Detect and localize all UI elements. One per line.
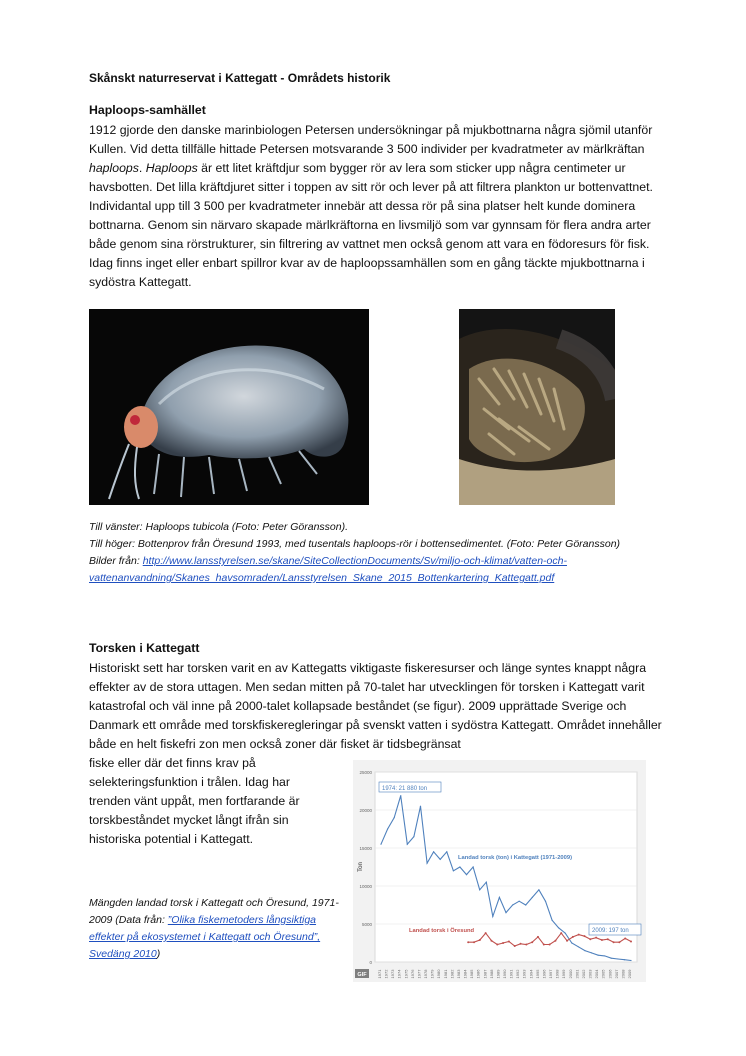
data-point [380,844,381,845]
x-tick-label: 2001 [574,969,580,979]
data-point [479,889,480,890]
data-point [601,939,603,941]
y-tick-label: 25000 [359,770,372,775]
haploops-photo [89,309,369,505]
y-tick-label: 5000 [361,922,372,927]
caption-line-left: Till vänster: Haploops tubicola (Foto: Peter Göransson). [89,521,349,533]
data-point [496,944,498,946]
data-point [520,943,522,945]
x-tick-label: 2002 [580,969,586,979]
data-point [466,874,467,875]
y-tick-label: 15000 [359,846,372,851]
data-point [531,941,533,943]
species-name: Haploops [145,161,198,175]
data-point [486,882,487,883]
data-point [499,897,500,898]
x-tick-label: 1983 [455,969,461,979]
x-tick-label: 1992 [515,969,521,979]
y-axis-label: Ton [358,862,364,872]
para-text: 1912 gjorde den danske marinbiologen Petersen undersökningar på mjukbottnarna några sjömil utanför Kullen. Vid detta tillfälle hittade Petersen motsvarande 3 500 individer per kvadratmeter av märlkräftan [89,123,653,156]
data-point [473,941,475,943]
x-tick-label: 1973 [390,969,396,979]
x-tick-label: 1984 [462,969,468,979]
data-point [571,942,572,943]
data-point [560,932,562,934]
x-tick-label: 1979 [429,969,435,979]
x-tick-label: 2007 [613,969,619,979]
data-point [591,952,592,953]
data-point [578,934,580,936]
data-point [525,944,527,946]
data-point [426,863,427,864]
data-point [459,866,460,867]
data-point [433,851,434,852]
data-point [479,939,481,941]
x-tick-label: 1971 [377,969,382,979]
data-point [453,870,454,871]
page-title: Skånskt naturreservat i Kattegatt - Områdets historik [89,71,391,85]
torsken-paragraph-continued: fiske eller där det finns krav på selekteringsfunktion i trålen. Idag har trenden vänt uppåt, men fortfarande är torskbeståndet mycket långt ifrån sin historiska potential i Kattegatt. [89,756,300,846]
x-tick-label: 1981 [442,969,448,979]
x-tick-label: 1980 [436,969,442,979]
annotation-2009: 2009: 197 ton [592,928,629,934]
data-point [525,904,526,905]
data-point [604,955,605,956]
x-tick-label: 1975 [403,969,409,979]
data-point [618,941,620,943]
data-point [624,937,626,939]
data-point [387,828,388,829]
series-label-oresund: Landad torsk i Öresund [409,928,475,934]
x-tick-label: 1982 [449,969,455,979]
x-tick-label: 1995 [534,969,540,979]
data-point [565,933,566,934]
para-text: är ett litet kräftdjur som bygger rör av lera som sticker upp några centimeter ur havsbotten. Det lilla kräftdjuret sitter i toppen av sitt rör och lever på att filtrera plankton ur bottenvattnet. Individantal upp till 3 500 per kvadratmeter innebär att dessa rör på sina platser helt kunde dominera bottnarna. Genom sin närvaro skapade märlkräftorna en livsmiljö som var gynnsam för flera andra arter både genom sina rörstrukturer, sin filtrering av vattnet men också genom att vara en födoresurs för fisk. Idag finns inget eller enbart spillror kvar av de haploopssamhällen som en gång täckte mjukbottnarna i sydöstra Kattegatt. [89,161,653,289]
data-point [543,944,545,946]
data-point [512,904,513,905]
data-point [589,938,591,940]
data-point [440,859,441,860]
data-point [617,958,618,959]
sediment-illustration [459,309,615,505]
x-tick-label: 2008 [620,969,626,979]
data-point [624,959,625,960]
x-tick-label: 1996 [541,969,547,979]
chart-svg [353,760,646,982]
data-point [595,937,597,939]
amphipod-illustration [89,309,369,505]
x-tick-label: 2009 [627,969,632,979]
data-point [598,955,599,956]
data-point [394,817,395,818]
caption-line-right: Till höger: Bottenprov från Öresund 1993, med tusentals haploops-rör i bottensedimentet. (Foto: Peter Göransson) [89,538,621,550]
data-point [545,901,546,902]
data-point [473,866,474,867]
y-tick-label: 10000 [359,884,372,889]
haploops-paragraph [89,121,669,292]
data-point [551,920,552,921]
data-point [400,795,401,796]
series-label-kattegatt: Landad torsk (ton) i Kattegatt (1971-2009) [458,855,573,861]
x-tick-label: 1999 [561,969,567,979]
data-point [549,944,551,946]
data-point [630,960,631,961]
x-tick-label: 1987 [482,969,488,979]
data-point [485,932,487,934]
x-tick-label: 2000 [567,969,573,979]
data-point [467,941,469,943]
caption-source-prefix: Bilder från: [89,555,143,567]
photo-caption [89,519,669,587]
torsken-paragraph: Historiskt sett har torsken varit en av Kattegatts viktigaste fiskeresurser och länge syntes knappt några effekter av de stora uttagen. Men sedan mitten på 70-talet har utvecklingen för torsken i Kattegatt varit katastrofal och väl inne på 2000-talet kollapsade beståndet (se figur). 2009 upprättade Sverige och Danmark ett område med torskfiskeregleringar på svenskt vatten i sydöstra Kattegatt. Området innehåller både en helt fiskefri zon men också zoner där fisket är tidsbegränsat [89,661,662,751]
x-tick-label: 1988 [488,969,494,979]
x-tick-label: 1977 [416,969,422,979]
data-point [572,936,574,938]
data-point [490,940,492,942]
species-name: haploops [89,161,139,175]
x-tick-label: 1990 [502,969,507,979]
x-tick-label: 2003 [587,969,593,979]
para-text: . [138,161,146,175]
gif-badge-label: GIF [357,972,367,978]
x-tick-label: 1997 [548,969,554,979]
data-point [508,940,510,942]
data-point [584,950,585,951]
x-tick-label: 1974 [396,969,402,979]
data-point [492,916,493,917]
x-tick-label: 1991 [508,969,514,979]
chart-caption-suffix: ) [156,948,161,960]
x-tick-label: 1985 [469,969,475,979]
x-tick-label: 1978 [423,969,429,979]
data-point [514,945,516,947]
x-tick-label: 2004 [594,969,600,979]
data-point [446,851,447,852]
data-point [607,938,609,940]
data-point [554,940,556,942]
data-point [613,941,615,943]
x-tick-label: 1976 [409,969,415,979]
source-link[interactable]: http://www.lansstyrelsen.se/skane/SiteCollectionDocuments/Sv/miljo-och-klimat/vatten-och-vattenanvandning/Skanes_havsomraden/Lansstyrelsen_Skane_2015_Bottenkartering_Kattegatt.pdf [89,555,567,584]
x-tick-label: 1972 [383,969,389,979]
chart-caption [89,895,339,963]
data-point [413,836,414,837]
x-tick-label: 1998 [554,969,560,979]
cod-landings-chart [353,760,646,982]
data-point [558,927,559,928]
data-point [537,936,539,938]
data-point [420,806,421,807]
x-tick-label: 1986 [475,969,481,979]
section-heading-torsken: Torsken i Kattegatt [89,641,200,655]
chart-caption-text: Mängden landad torsk i Kattegatt och Öresund, 1971-2009 (Data från: [89,897,339,926]
data-point [566,940,568,942]
data-point [538,889,539,890]
data-point [407,844,408,845]
x-tick-label: 1989 [495,969,501,979]
x-tick-label: 2005 [600,969,606,979]
section-heading-haploops: Haploops-samhället [89,103,206,117]
data-point [578,946,579,947]
data-point [630,940,632,942]
annotation-1974: 1974: 21 880 ton [382,786,428,792]
x-tick-label: 1994 [528,969,534,979]
y-tick-label: 20000 [359,808,372,813]
data-point [502,942,504,944]
data-point [505,912,506,913]
x-tick-label: 2006 [607,969,613,979]
bottom-sample-photo [459,309,615,505]
data-point [519,901,520,902]
x-tick-label: 1993 [521,969,527,979]
data-point [583,935,585,937]
caption-source [89,553,669,587]
y-tick-label: 0 [369,960,372,965]
data-point [611,958,612,959]
data-point [532,897,533,898]
chart-source-link[interactable]: ”Olika fiskemetoders långsiktiga effekter på ekosystemet i Kattegatt och Öresund”, Svedäng 2010 [89,914,321,960]
